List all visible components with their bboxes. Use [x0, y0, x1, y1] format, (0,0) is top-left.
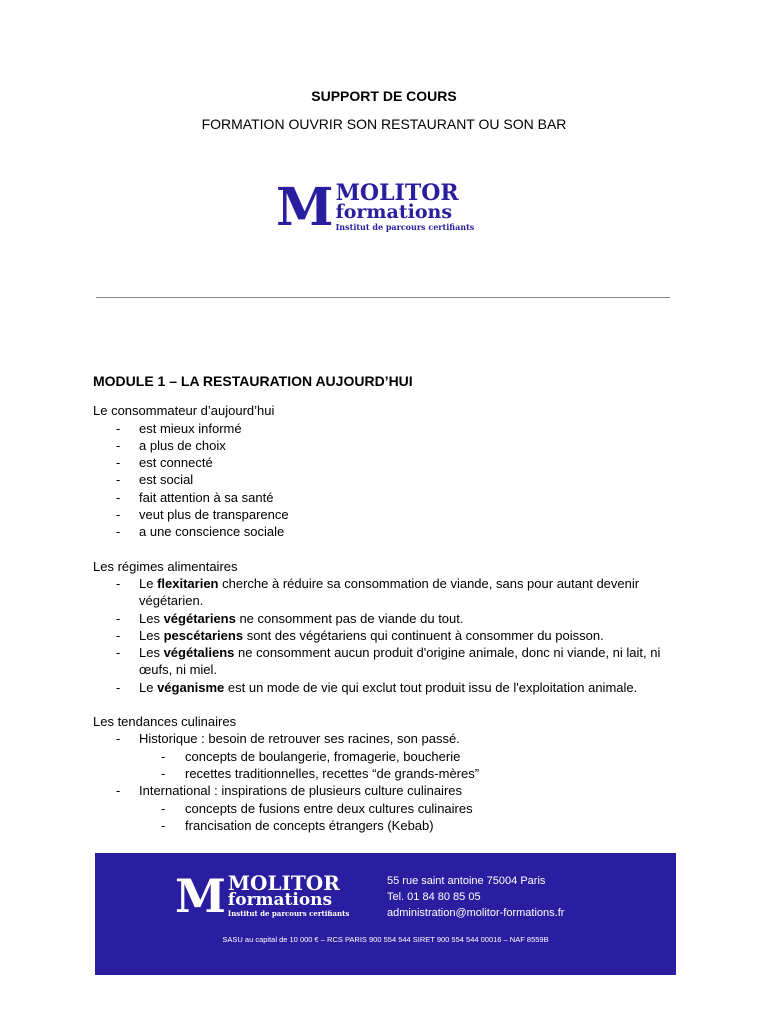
footer-logo-monogram: M	[175, 869, 219, 923]
list-item	[93, 730, 683, 782]
footer-logo-tagline: Institut de parcours certifiants	[227, 909, 350, 918]
list-item: - a plus de choix	[93, 437, 683, 454]
horizontal-divider	[96, 297, 670, 298]
list-item	[93, 610, 683, 627]
footer-logo	[175, 869, 350, 923]
footer-phone: Tel. 01 84 80 85 05	[387, 891, 481, 903]
list-item: - francisation de concepts étrangers (Kebab)	[93, 817, 683, 834]
diet-prefix: Les	[139, 610, 164, 626]
diet-description: sont des végétariens qui continuent à consommer du poisson.	[243, 627, 604, 643]
module-content	[93, 373, 683, 834]
footer-contact	[387, 873, 564, 921]
logo-line-2: formations	[335, 201, 453, 223]
diets-list	[93, 575, 683, 696]
list-item: - concepts de fusions entre deux cultures culinaires	[93, 800, 683, 817]
list-item: - a une conscience sociale	[93, 523, 683, 540]
logo-tagline: Institut de parcours certifiants	[335, 222, 475, 232]
list-item: - est mieux informé	[93, 420, 683, 437]
molitor-logo	[276, 177, 475, 238]
list-item	[93, 679, 683, 696]
list-item	[93, 575, 683, 610]
historic-sublist	[139, 748, 683, 783]
list-item	[93, 627, 683, 644]
diets-section-title: Les régimes alimentaires	[93, 558, 238, 574]
diet-prefix: Le	[139, 575, 158, 591]
diet-term: végétaliens	[163, 645, 235, 661]
list-item	[93, 782, 683, 834]
diet-prefix: Les	[139, 645, 164, 661]
list-item	[93, 644, 683, 679]
trends-section-title: Les tendances culinaires	[93, 714, 237, 730]
diet-prefix: Le	[139, 679, 158, 695]
diet-description: ne consomment aucun produit d'origine animale, donc ni viande, ni lait, ni œufs, ni miel.	[139, 645, 661, 678]
trend-historic-label: Historique : besoin de retrouver ses racines, son passé.	[139, 731, 460, 747]
diet-description: ne consomment pas de viande du tout.	[235, 610, 464, 626]
diet-term: véganisme	[157, 679, 225, 695]
diet-term: flexitarien	[157, 575, 219, 591]
list-item: - est social	[93, 471, 683, 488]
diet-prefix: Les	[139, 627, 164, 643]
list-item: - veut plus de transparence	[93, 506, 683, 523]
trends-list	[93, 730, 683, 834]
diet-description: cherche à réduire sa consommation de viande, sans pour autant devenir végétarien.	[139, 575, 640, 609]
footer-logo-line-2: formations	[227, 890, 333, 910]
consumer-section-title: Le consommateur d’aujourd’hui	[93, 403, 275, 419]
footer-email: administration@molitor-formations.fr	[387, 907, 565, 919]
document-subtitle: FORMATION OUVRIR SON RESTAURANT OU SON BAR	[201, 116, 567, 132]
list-item: - fait attention à sa santé	[93, 489, 683, 506]
footer-banner	[95, 853, 676, 975]
document-title: SUPPORT DE COURS	[311, 88, 457, 104]
footer-address: 55 rue saint antoine 75004 Paris	[387, 875, 546, 887]
diet-description: est un mode de vie qui exclut tout produit issu de l'exploitation animale.	[224, 679, 638, 695]
list-item: - est connecté	[93, 454, 683, 471]
list-item: - recettes traditionnelles, recettes “de grands-mères”	[93, 765, 683, 782]
footer-legal: SASU au capital de 10 000 € – RCS PARIS 900 554 544 SIRET 900 554 544 00016 – NAF 8559B	[222, 935, 549, 944]
logo-line-1: MOLITOR	[335, 180, 459, 206]
international-sublist	[139, 800, 683, 835]
trend-international-label: International : inspirations de plusieurs culture culinaires	[139, 783, 463, 799]
diet-term: végétariens	[163, 610, 236, 626]
consumer-list	[93, 420, 683, 541]
logo-monogram: M	[276, 177, 326, 238]
module-heading: MODULE 1 – LA RESTAURATION AUJOURD’HUI	[93, 373, 413, 389]
footer-logo-line-1: MOLITOR	[227, 871, 340, 895]
diet-term: pescétariens	[163, 627, 244, 643]
list-item: - concepts de boulangerie, fromagerie, boucherie	[93, 748, 683, 765]
